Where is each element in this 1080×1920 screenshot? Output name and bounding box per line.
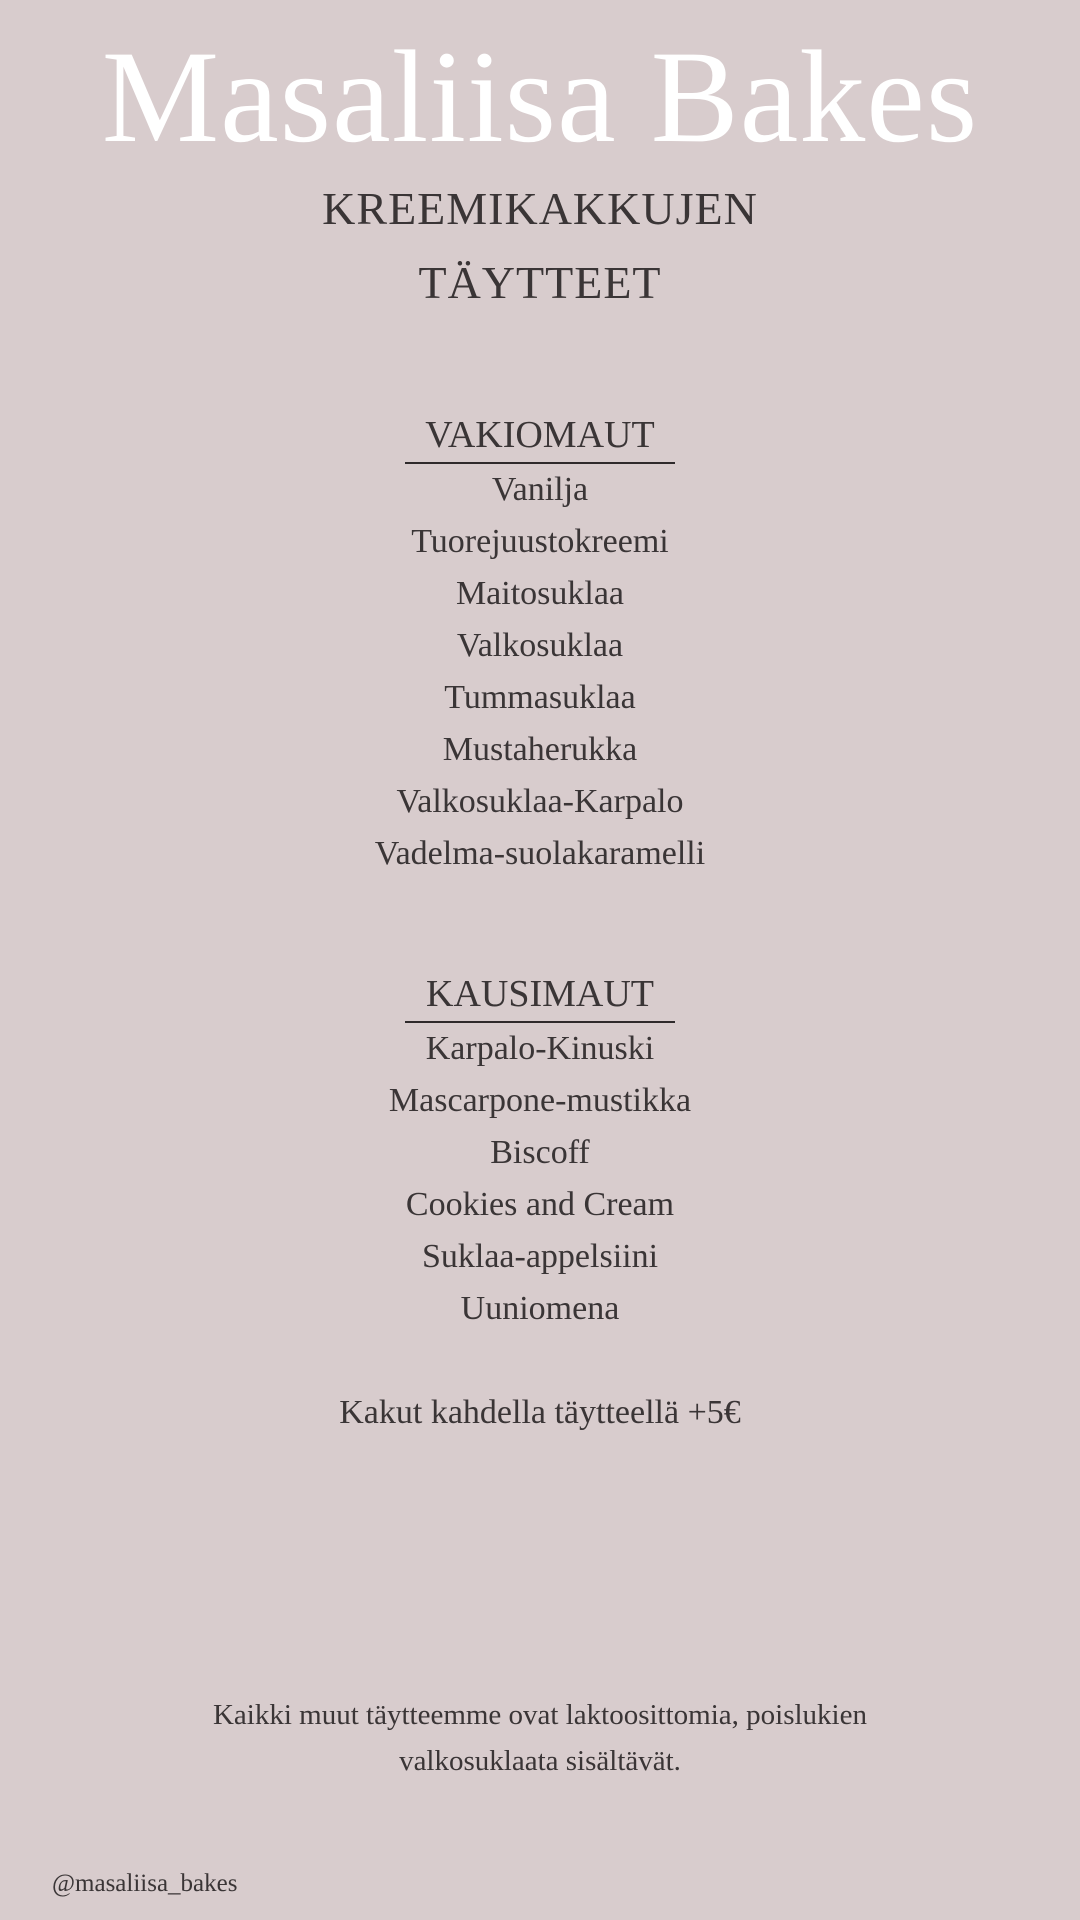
list-item: Mustaherukka	[442, 731, 638, 768]
instagram-handle: @masaliisa_bakes	[52, 1870, 238, 1897]
section-heading: KAUSIMAUT	[405, 967, 675, 1023]
lactose-note-line-2: valkosuklaata sisältävät.	[399, 1745, 681, 1777]
list-item: Uuniomena	[460, 1290, 620, 1327]
list-item: Suklaa-appelsiini	[421, 1238, 659, 1275]
list-item: Valkosuklaa-Karpalo	[396, 783, 684, 820]
section-vakiomaut	[0, 408, 1080, 880]
section-heading: VAKIOMAUT	[405, 408, 675, 464]
subtitle-line-2: TÄYTTEET	[418, 257, 662, 308]
list-item: Vanilja	[491, 471, 589, 508]
brand-title: Masaliisa Bakes	[101, 23, 979, 170]
section-kausimaut	[0, 967, 1080, 1335]
list-item: Tuorejuustokreemi	[411, 523, 669, 560]
list-item: Tummasuklaa	[444, 679, 636, 716]
price-note: Kakut kahdella täytteellä +5€	[339, 1394, 741, 1431]
list-item: Vadelma-suolakaramelli	[374, 835, 706, 872]
lactose-note	[140, 1692, 940, 1784]
list-item: Valkosuklaa	[456, 627, 624, 664]
list-item: Biscoff	[490, 1134, 590, 1171]
lactose-note-line-1: Kaikki muut täytteemme ovat laktoosittomia, poislukien	[212, 1699, 867, 1731]
flavor-list	[0, 1023, 1080, 1335]
subtitle-line-1: KREEMIKAKKUJEN	[322, 183, 758, 234]
list-item: Karpalo-Kinuski	[425, 1030, 655, 1067]
flavor-list	[0, 464, 1080, 880]
list-item: Maitosuklaa	[455, 575, 625, 612]
list-item: Mascarpone-mustikka	[388, 1082, 692, 1119]
page-subtitle	[0, 172, 1080, 320]
list-item: Cookies and Cream	[405, 1186, 675, 1223]
